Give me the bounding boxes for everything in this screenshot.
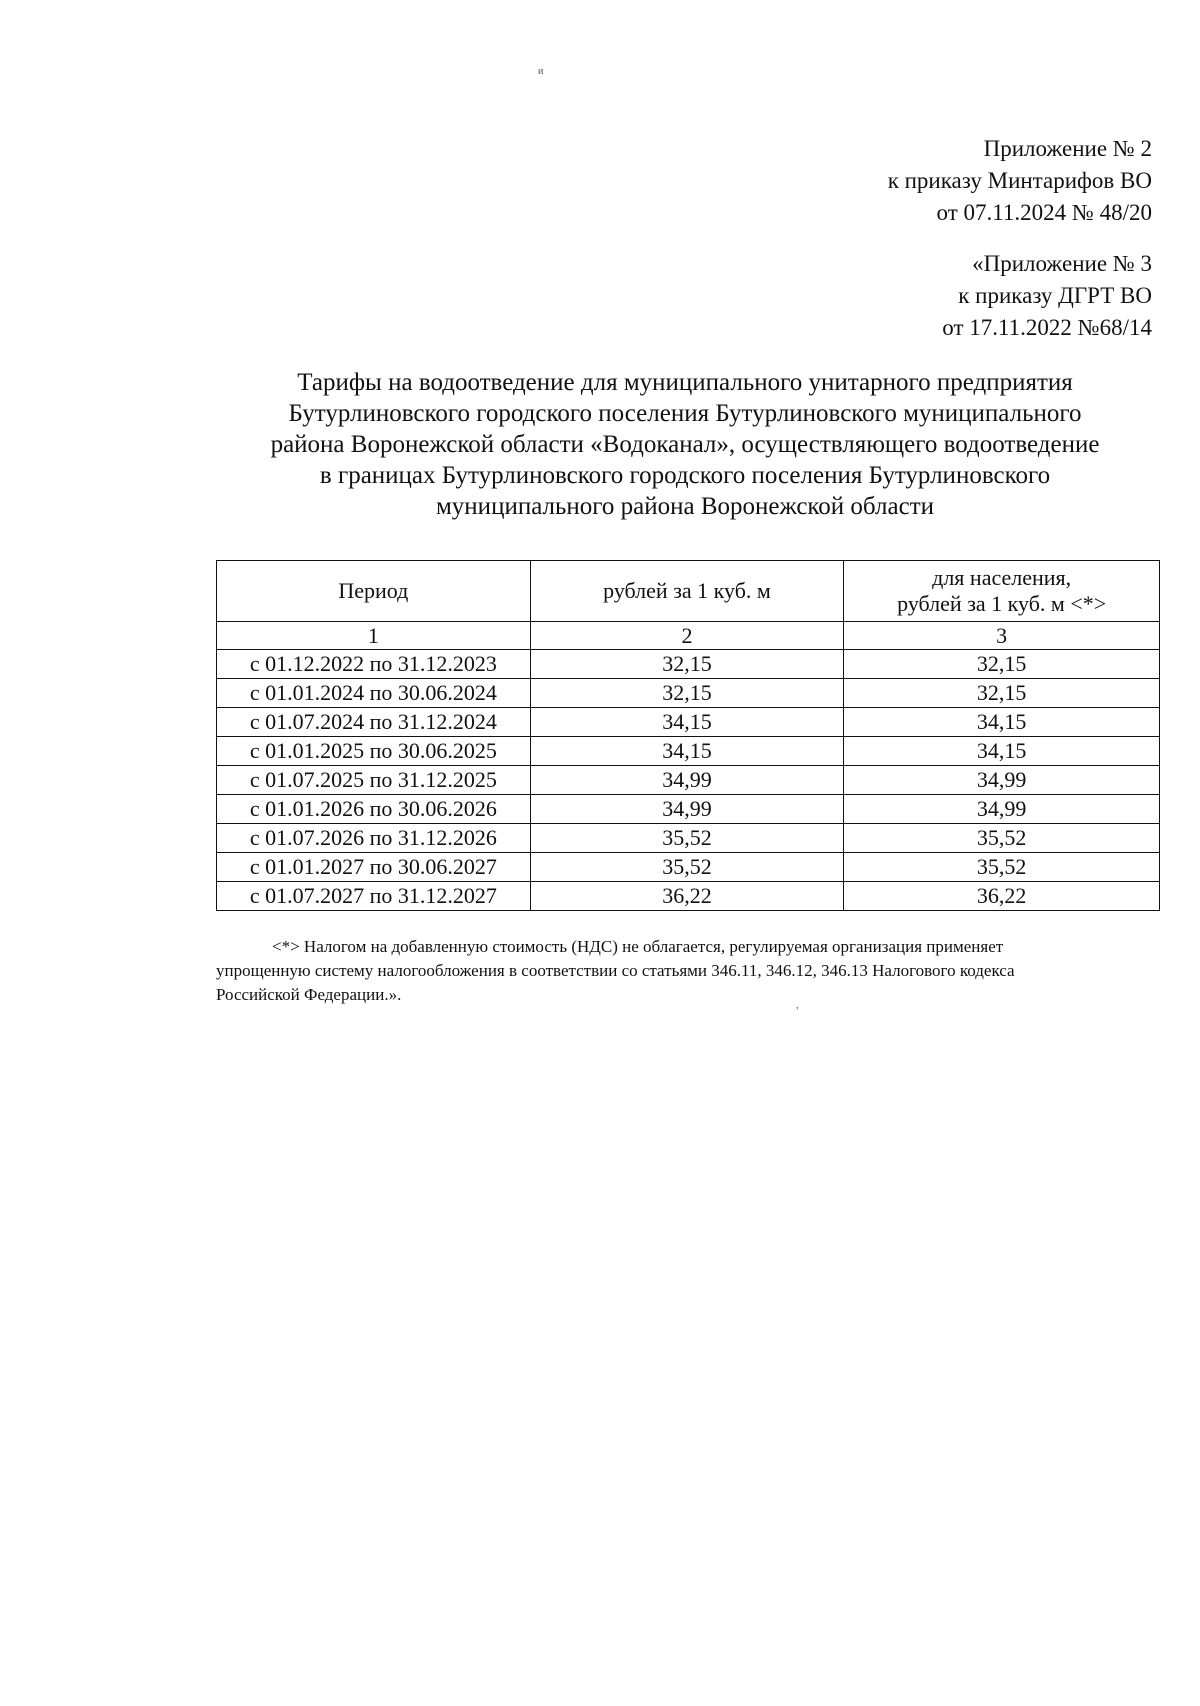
table-row: [217, 795, 1160, 824]
population-rate-cell: 34,99: [844, 795, 1160, 824]
scan-dot: ,: [796, 1000, 799, 1011]
rate-cell: 35,52: [530, 824, 844, 853]
rate-cell: 34,99: [530, 795, 844, 824]
title-line: Тарифы на водоотведение для муниципального унитарного предприятия: [297, 369, 1073, 396]
population-rate-cell: 35,52: [844, 853, 1160, 882]
population-rate-cell: 34,15: [844, 708, 1160, 737]
table-row: [217, 853, 1160, 882]
population-rate-cell: 34,99: [844, 766, 1160, 795]
footnote-line: <*> Налогом на добавленную стоимость (НДС) не облагается, регулируемая организация применяет: [272, 937, 1004, 956]
population-rate-cell: 34,15: [844, 737, 1160, 766]
rate-cell: 34,15: [530, 737, 844, 766]
table-header-row: [217, 561, 1160, 622]
title-line: Бутурлиновского городского поселения Бутурлиновского муниципального: [288, 400, 1082, 427]
rate-cell: 34,99: [530, 766, 844, 795]
rate-cell: 36,22: [530, 882, 844, 911]
rate-cell: 32,15: [530, 679, 844, 708]
rate-cell: 32,15: [530, 650, 844, 679]
appendix-order-date: от 07.11.2024 № 48/20: [936, 200, 1152, 225]
period-cell: с 01.01.2024 по 30.06.2024: [217, 679, 531, 708]
scan-mark: и: [538, 66, 544, 77]
column-number: 1: [217, 622, 531, 650]
title-line: района Воронежской области «Водоканал», осуществляющего водоотведение: [270, 431, 1100, 458]
period-cell: с 01.01.2025 по 30.06.2025: [217, 737, 531, 766]
header-population-rate: [844, 561, 1160, 622]
population-rate-cell: 32,15: [844, 679, 1160, 708]
column-number-row: [217, 622, 1160, 650]
table-row: [217, 824, 1160, 853]
table-row: [217, 650, 1160, 679]
column-number: 3: [844, 622, 1160, 650]
period-cell: с 01.07.2027 по 31.12.2027: [217, 882, 531, 911]
period-cell: с 01.07.2026 по 31.12.2026: [217, 824, 531, 853]
header-rate: рублей за 1 куб. м: [530, 561, 844, 622]
appendix-number: «Приложение № 3: [972, 251, 1152, 276]
rate-cell: 35,52: [530, 853, 844, 882]
appendix-reference-current: [888, 133, 1152, 229]
header-period: Период: [217, 561, 531, 622]
title-line: муниципального района Воронежской области: [435, 493, 934, 520]
appendix-order-date: от 17.11.2022 №68/14: [942, 315, 1152, 340]
appendix-number: Приложение № 2: [983, 136, 1152, 161]
title-line: в границах Бутурлиновского городского поселения Бутурлиновского: [319, 462, 1051, 489]
document-title: [200, 367, 1170, 522]
period-cell: с 01.12.2022 по 31.12.2023: [217, 650, 531, 679]
footnote-line: упрощенную систему налогообложения в соответствии со статьями 346.11, 346.12, 346.13 Налогового кодекса: [216, 961, 1015, 980]
table-row: [217, 679, 1160, 708]
period-cell: с 01.01.2026 по 30.06.2026: [217, 795, 531, 824]
column-number: 2: [530, 622, 844, 650]
footnote: [216, 935, 1160, 1007]
footnote-line: Российской Федерации.».: [216, 985, 402, 1004]
header-population-line: для населения,: [932, 565, 1072, 590]
appendix-order-name: к приказу Минтарифов ВО: [887, 168, 1152, 193]
population-rate-cell: 32,15: [844, 650, 1160, 679]
period-cell: с 01.01.2027 по 30.06.2027: [217, 853, 531, 882]
header-population-line: рублей за 1 куб. м <*>: [897, 591, 1107, 616]
population-rate-cell: 36,22: [844, 882, 1160, 911]
tariffs-table: [216, 560, 1160, 911]
table-row: [217, 882, 1160, 911]
period-cell: с 01.07.2024 по 31.12.2024: [217, 708, 531, 737]
table-row: [217, 708, 1160, 737]
population-rate-cell: 35,52: [844, 824, 1160, 853]
appendix-reference-original: [942, 248, 1152, 344]
period-cell: с 01.07.2025 по 31.12.2025: [217, 766, 531, 795]
table-row: [217, 766, 1160, 795]
appendix-order-name: к приказу ДГРТ ВО: [958, 283, 1152, 308]
table-row: [217, 737, 1160, 766]
rate-cell: 34,15: [530, 708, 844, 737]
